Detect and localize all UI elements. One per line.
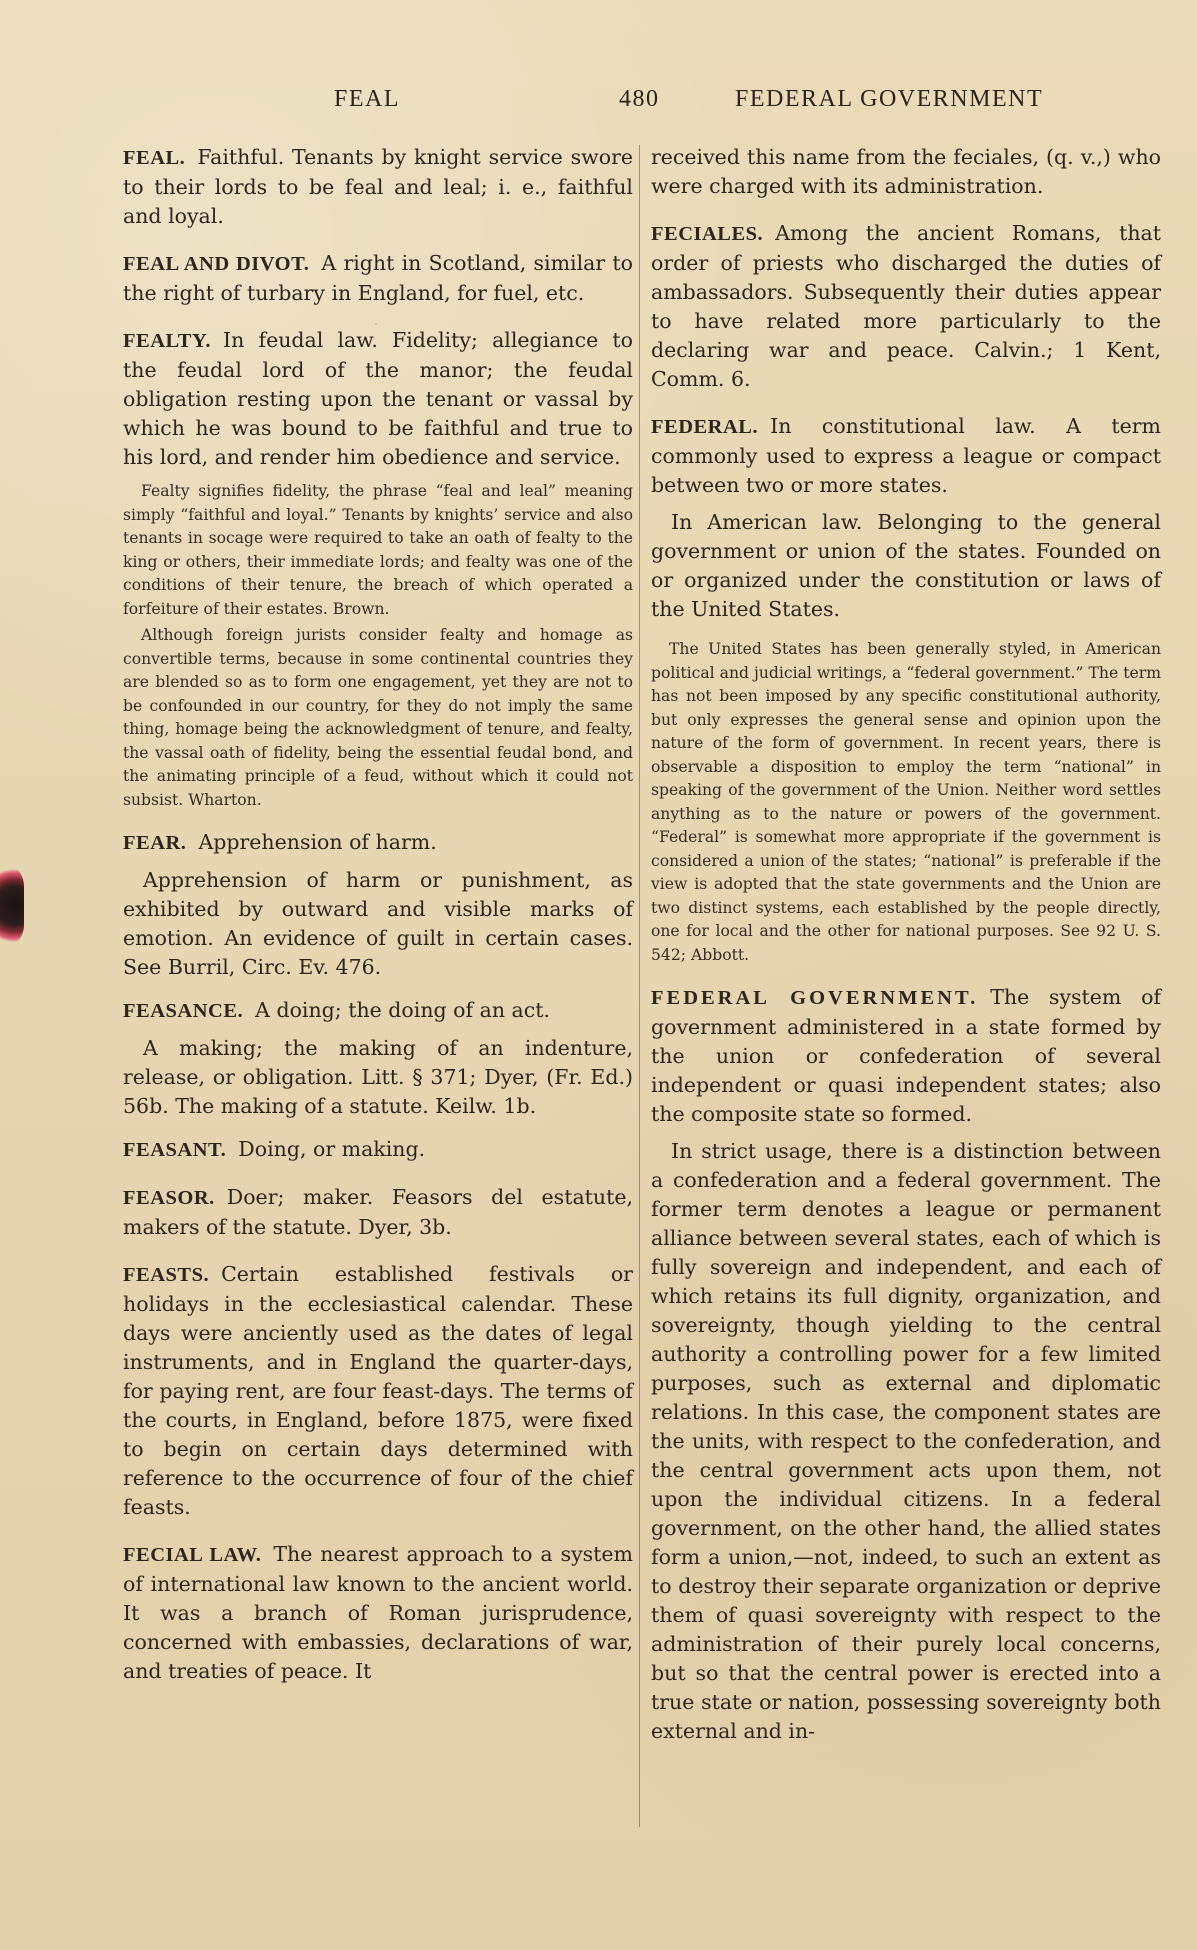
paper-speck <box>815 324 817 326</box>
entry-fear <box>123 828 633 858</box>
term-fear: FEAR. <box>123 832 187 854</box>
term-fecial-law: FECIAL LAW. <box>123 1544 262 1566</box>
entry-feasant <box>123 1135 633 1165</box>
definition-fealty: In feudal law. Fidelity; allegiance to the feudal lord of the manor; the feudal obligation resting upon the tenant or vassal by which he was bound to be faithful and true to his lord, and render him obedience and service. <box>123 328 633 469</box>
entry-fealty <box>123 326 633 472</box>
column-divider <box>639 145 640 1827</box>
federal-government-continued: In strict usage, there is a distinction between a confederation and a federal government. The former term denotes a league or permanent alliance between several states, each of which is fully sovereign and independent, and each of which retains its full dignity, organization, and sovereignty, though yielding to the central authority a controlling power for a few limited purposes, such as external and diplomatic relations. In this case, the component states are the units, with respect to the confederation, and the central government acts upon them, not upon the individual citizens. In a federal government, on the other hand, the allied states form a union,—not, indeed, to such an extent as to destroy their separate organization or deprive them of quasi sovereignty with respect to the administration of their purely local concerns, but so that the central power is erected into a true state or nation, possessing sovereignty both external and in- <box>651 1139 1161 1743</box>
pink-edge-mark <box>0 862 24 949</box>
term-feasts: FEASTS. <box>123 1264 210 1286</box>
entry-feasor <box>123 1183 633 1242</box>
entry-feciales <box>651 219 1161 394</box>
definition-feal: Faithful. Tenants by knight service swore to their lords to be feal and leal; i. e., faithful and loyal. <box>123 145 633 228</box>
header-left-word: FEAL <box>334 86 400 112</box>
federal-note: The United States has been generally styled, in American political and judicial writings, a “federal government.” The term has not been imposed by any specific constitutional authority, but only expresses the general sense and opinion upon the nature of the form of government. In recent years, there is observable a disposition to employ the term “national” in speaking of the government of the Union. Neither word settles anything as to the nature or powers of the government. “Federal” is somewhat more appropriate if the government is considered a union of the states; “national” is preferable if the view is adopted that the state governments and the Union are two distinct systems, each established by the people directly, one for local and the other for national purposes. See 92 U. S. 542; Abbott. <box>651 640 1161 964</box>
term-feasant: FEASANT. <box>123 1139 227 1161</box>
definition-feasor: Doer; maker. Feasors del estatute, makers of the statute. Dyer, 3b. <box>123 1185 633 1239</box>
term-federal-government: FEDERAL GOVERNMENT. <box>651 987 979 1009</box>
term-feasor: FEASOR. <box>123 1187 215 1209</box>
fear-continued: Apprehension of harm or punishment, as exhibited by outward and visible marks of emotion. An evidence of guilt in certain cases. See Burril, Circ. Ev. 476. <box>123 868 633 979</box>
definition-feasance: A doing; the doing of an act. <box>255 998 551 1022</box>
entry-federal-government <box>651 983 1161 1129</box>
definition-feasant: Doing, or making. <box>238 1137 426 1161</box>
paper-speck <box>375 323 377 325</box>
definition-fear: Apprehension of harm. <box>198 830 437 854</box>
definition-fecial-law: The nearest approach to a system of international law known to the ancient world. It was a branch of Roman jurisprudence, concerned with embassies, declarations of war, and treaties of peace. It <box>123 1542 633 1683</box>
term-fealty: FEALTY. <box>123 330 212 352</box>
entry-feasts <box>123 1260 633 1522</box>
paper-speck <box>629 511 631 513</box>
entry-federal <box>651 412 1161 500</box>
entry-fecial-law <box>123 1540 633 1686</box>
entry-feasance <box>123 996 633 1026</box>
federal-note-block <box>651 638 1161 967</box>
page-number: 480 <box>619 86 660 112</box>
definition-feasts: Certain established festivals or holidays in the ecclesiastical calendar. These days were anciently used as the dates of legal instruments, and in England the quarter-days, for paying rent, are four feast-days. The terms of the courts, in England, before 1875, were fixed to begin on certain days determined with reference to the occurrence of four of the chief feasts. <box>123 1262 633 1519</box>
right-column-continuation: received this name from the feciales, (q. v.,) who were charged with its administration. <box>651 145 1161 198</box>
term-feciales: FECIALES. <box>651 223 764 245</box>
entry-feal-and-divot <box>123 249 633 308</box>
term-feasance: FEASANCE. <box>123 1000 244 1022</box>
definition-feal-and-divot: A right in Scotland, similar to the right of turbary in England, for fuel, etc. <box>123 251 633 305</box>
federal-continued: In American law. Belonging to the general government or union of the states. Founded on or organized under the constitution or laws of the United States. <box>651 510 1161 621</box>
right-column <box>651 143 1161 1760</box>
fealty-note-1: Fealty signifies fidelity, the phrase “feal and leal” meaning simply “faithful and loyal.” Tenants by knights’ service and also tenants in socage were required to take an oath of fealty to the king or others, their immediate lords; and fealty was one of the conditions of their tenure, the breach of which operated a forfeiture of their estates. Brown. <box>123 482 633 618</box>
term-feal: FEAL. <box>123 147 186 169</box>
definition-federal-government: The system of government administered in a state formed by the union or confederation of several independent or quasi independent states; also the composite state so formed. <box>651 985 1161 1126</box>
page-header <box>0 86 1197 118</box>
fealty-note-2: Although foreign jurists consider fealty and homage as convertible terms, because in some continental countries they are blended so as to form one engagement, yet they are not to be confounded in our country, for they do not imply the same thing, homage being the acknowledgment of tenure, and fealty, the vassal oath of fidelity, being the essential feudal bond, and the animating principle of a feud, without which it could not subsist. Wharton. <box>123 626 633 809</box>
header-right-word: FEDERAL GOVERNMENT <box>735 86 1044 112</box>
fealty-notes <box>123 480 633 812</box>
left-column <box>123 143 633 1704</box>
term-federal: FEDERAL. <box>651 416 759 438</box>
definition-federal: In constitutional law. A term commonly used to express a league or compact between two or more states. <box>651 414 1161 497</box>
definition-feciales: Among the ancient Romans, that order of priests who discharged the duties of ambassadors. Subsequently their duties appear to have related more particularly to the declaring war and peace. Calvin.; 1 Kent, Comm. 6. <box>651 221 1161 391</box>
feasance-continued: A making; the making of an indenture, release, or obligation. Litt. § 371; Dyer, (Fr. Ed.) 56b. The making of a statute. Keilw. 1b. <box>123 1036 633 1118</box>
entry-feal <box>123 143 633 231</box>
term-feal-and-divot: FEAL AND DIVOT. <box>123 253 310 275</box>
